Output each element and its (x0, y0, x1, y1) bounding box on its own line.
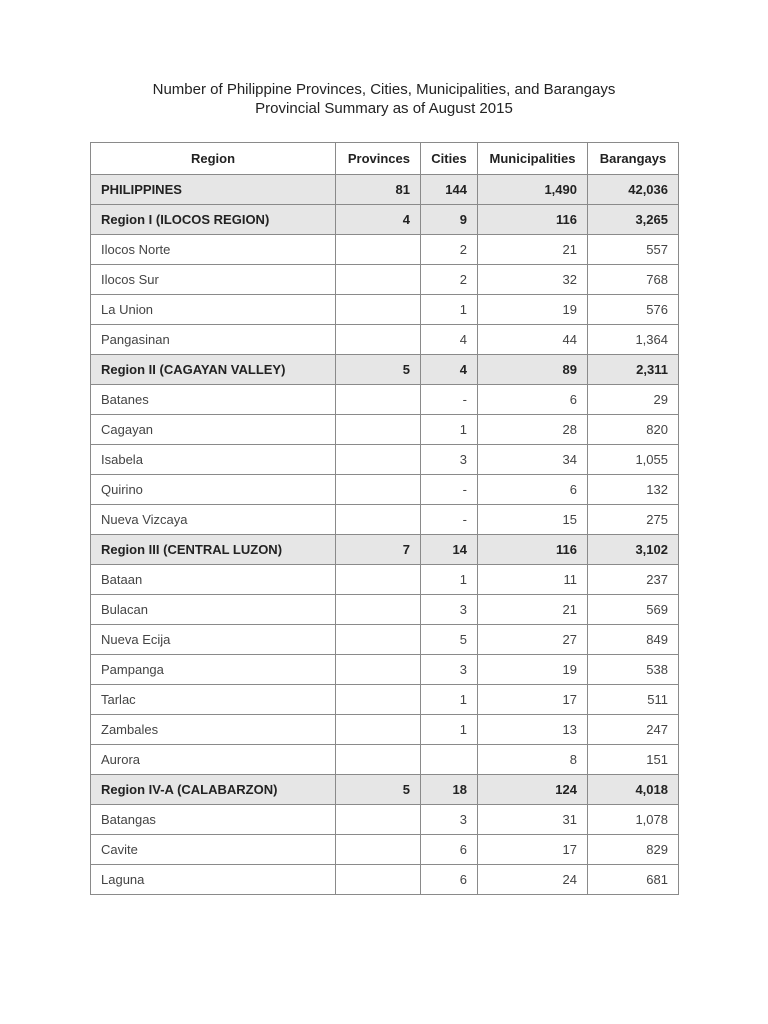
cell-name: Region II (CAGAYAN VALLEY) (91, 355, 336, 385)
table-row-province (91, 445, 679, 475)
cell-name: Bataan (91, 565, 336, 595)
cell-barangays: 151 (588, 745, 679, 775)
table-row-province (91, 655, 679, 685)
cell-barangays: 576 (588, 295, 679, 325)
title-line-2: Provincial Summary as of August 2015 (255, 100, 513, 117)
cell-municipalities: 21 (478, 235, 588, 265)
table-row-province (91, 565, 679, 595)
table-row-province (91, 415, 679, 445)
cell-provinces (336, 565, 421, 595)
cell-provinces (336, 745, 421, 775)
cell-name: Batanes (91, 385, 336, 415)
cell-municipalities: 89 (478, 355, 588, 385)
cell-municipalities: 17 (478, 835, 588, 865)
cell-municipalities: 8 (478, 745, 588, 775)
table-row-province (91, 385, 679, 415)
cell-name: Isabela (91, 445, 336, 475)
cell-municipalities: 21 (478, 595, 588, 625)
cell-provinces (336, 595, 421, 625)
cell-name: Region III (CENTRAL LUZON) (91, 535, 336, 565)
cell-municipalities: 24 (478, 865, 588, 895)
cell-municipalities: 32 (478, 265, 588, 295)
cell-name: Laguna (91, 865, 336, 895)
cell-barangays: 247 (588, 715, 679, 745)
cell-cities: 1 (421, 295, 478, 325)
table-row-province (91, 265, 679, 295)
table-row-province (91, 295, 679, 325)
cell-barangays: 511 (588, 685, 679, 715)
cell-barangays: 829 (588, 835, 679, 865)
cell-barangays: 237 (588, 565, 679, 595)
cell-name: Ilocos Sur (91, 265, 336, 295)
cell-municipalities: 28 (478, 415, 588, 445)
cell-provinces (336, 835, 421, 865)
cell-municipalities: 13 (478, 715, 588, 745)
cell-barangays: 538 (588, 655, 679, 685)
table-row-province (91, 475, 679, 505)
cell-name: Ilocos Norte (91, 235, 336, 265)
cell-name: Bulacan (91, 595, 336, 625)
header-provinces: Provinces (336, 143, 421, 175)
cell-name: Quirino (91, 475, 336, 505)
cell-barangays: 1,364 (588, 325, 679, 355)
cell-provinces (336, 385, 421, 415)
table-row-province (91, 595, 679, 625)
cell-name: Region I (ILOCOS REGION) (91, 205, 336, 235)
cell-municipalities: 116 (478, 205, 588, 235)
cell-municipalities: 11 (478, 565, 588, 595)
cell-name: PHILIPPINES (91, 175, 336, 205)
cell-barangays: 3,102 (588, 535, 679, 565)
cell-municipalities: 15 (478, 505, 588, 535)
cell-cities: 9 (421, 205, 478, 235)
cell-provinces: 7 (336, 535, 421, 565)
cell-cities: 3 (421, 595, 478, 625)
summary-table (90, 142, 679, 895)
cell-municipalities: 31 (478, 805, 588, 835)
header-row (91, 143, 679, 175)
cell-barangays: 768 (588, 265, 679, 295)
cell-municipalities: 27 (478, 625, 588, 655)
cell-barangays: 2,311 (588, 355, 679, 385)
cell-barangays: 681 (588, 865, 679, 895)
cell-cities: 4 (421, 325, 478, 355)
cell-cities: - (421, 475, 478, 505)
cell-name: Tarlac (91, 685, 336, 715)
cell-cities: 4 (421, 355, 478, 385)
cell-cities: 3 (421, 445, 478, 475)
cell-cities: - (421, 385, 478, 415)
cell-barangays: 275 (588, 505, 679, 535)
cell-provinces (336, 265, 421, 295)
cell-municipalities: 124 (478, 775, 588, 805)
table-body (91, 175, 679, 895)
cell-name: Pangasinan (91, 325, 336, 355)
header-municipalities: Municipalities (478, 143, 588, 175)
cell-barangays: 3,265 (588, 205, 679, 235)
table-row-province (91, 235, 679, 265)
cell-provinces (336, 445, 421, 475)
cell-name: Cavite (91, 835, 336, 865)
cell-provinces (336, 415, 421, 445)
table-row-province (91, 715, 679, 745)
cell-cities: 14 (421, 535, 478, 565)
table-row-region (91, 775, 679, 805)
table-row-region (91, 205, 679, 235)
cell-name: Nueva Ecija (91, 625, 336, 655)
table-row-region (91, 355, 679, 385)
header-barangays: Barangays (588, 143, 679, 175)
title-line-1: Number of Philippine Provinces, Cities, Municipalities, and Barangays (152, 81, 616, 98)
cell-cities: 2 (421, 235, 478, 265)
cell-provinces (336, 475, 421, 505)
cell-name: Batangas (91, 805, 336, 835)
cell-barangays: 1,055 (588, 445, 679, 475)
document-title (0, 80, 768, 118)
cell-barangays: 820 (588, 415, 679, 445)
cell-cities: 1 (421, 715, 478, 745)
cell-municipalities: 116 (478, 535, 588, 565)
table-row-province (91, 805, 679, 835)
table-row-province (91, 745, 679, 775)
cell-municipalities: 19 (478, 655, 588, 685)
header-cities: Cities (421, 143, 478, 175)
cell-cities: - (421, 505, 478, 535)
cell-provinces (336, 865, 421, 895)
cell-provinces (336, 685, 421, 715)
table-row-province (91, 685, 679, 715)
cell-name: La Union (91, 295, 336, 325)
cell-barangays: 569 (588, 595, 679, 625)
cell-cities: 5 (421, 625, 478, 655)
table-row-province (91, 835, 679, 865)
table-row-province (91, 325, 679, 355)
cell-provinces (336, 295, 421, 325)
cell-name: Nueva Vizcaya (91, 505, 336, 535)
cell-name: Zambales (91, 715, 336, 745)
cell-municipalities: 1,490 (478, 175, 588, 205)
header-region: Region (91, 143, 336, 175)
cell-cities: 3 (421, 655, 478, 685)
cell-barangays: 29 (588, 385, 679, 415)
cell-name: Aurora (91, 745, 336, 775)
cell-cities (421, 745, 478, 775)
cell-barangays: 557 (588, 235, 679, 265)
cell-provinces (336, 625, 421, 655)
cell-provinces: 5 (336, 775, 421, 805)
cell-municipalities: 34 (478, 445, 588, 475)
cell-barangays: 1,078 (588, 805, 679, 835)
cell-barangays: 849 (588, 625, 679, 655)
cell-municipalities: 44 (478, 325, 588, 355)
table-row-province (91, 505, 679, 535)
cell-provinces (336, 325, 421, 355)
cell-provinces (336, 235, 421, 265)
table-row-region (91, 535, 679, 565)
cell-cities: 6 (421, 865, 478, 895)
table-row-province (91, 625, 679, 655)
cell-barangays: 132 (588, 475, 679, 505)
cell-cities: 3 (421, 805, 478, 835)
cell-provinces (336, 715, 421, 745)
cell-barangays: 42,036 (588, 175, 679, 205)
cell-municipalities: 6 (478, 385, 588, 415)
cell-cities: 6 (421, 835, 478, 865)
cell-provinces (336, 505, 421, 535)
cell-provinces: 5 (336, 355, 421, 385)
cell-name: Cagayan (91, 415, 336, 445)
cell-name: Region IV-A (CALABARZON) (91, 775, 336, 805)
cell-cities: 1 (421, 415, 478, 445)
cell-municipalities: 6 (478, 475, 588, 505)
cell-cities: 1 (421, 685, 478, 715)
table-row-province (91, 865, 679, 895)
cell-cities: 144 (421, 175, 478, 205)
cell-provinces: 81 (336, 175, 421, 205)
cell-provinces (336, 655, 421, 685)
cell-barangays: 4,018 (588, 775, 679, 805)
table-row-region (91, 175, 679, 205)
cell-cities: 18 (421, 775, 478, 805)
cell-cities: 1 (421, 565, 478, 595)
cell-provinces (336, 805, 421, 835)
cell-provinces: 4 (336, 205, 421, 235)
cell-cities: 2 (421, 265, 478, 295)
cell-municipalities: 19 (478, 295, 588, 325)
cell-name: Pampanga (91, 655, 336, 685)
cell-municipalities: 17 (478, 685, 588, 715)
